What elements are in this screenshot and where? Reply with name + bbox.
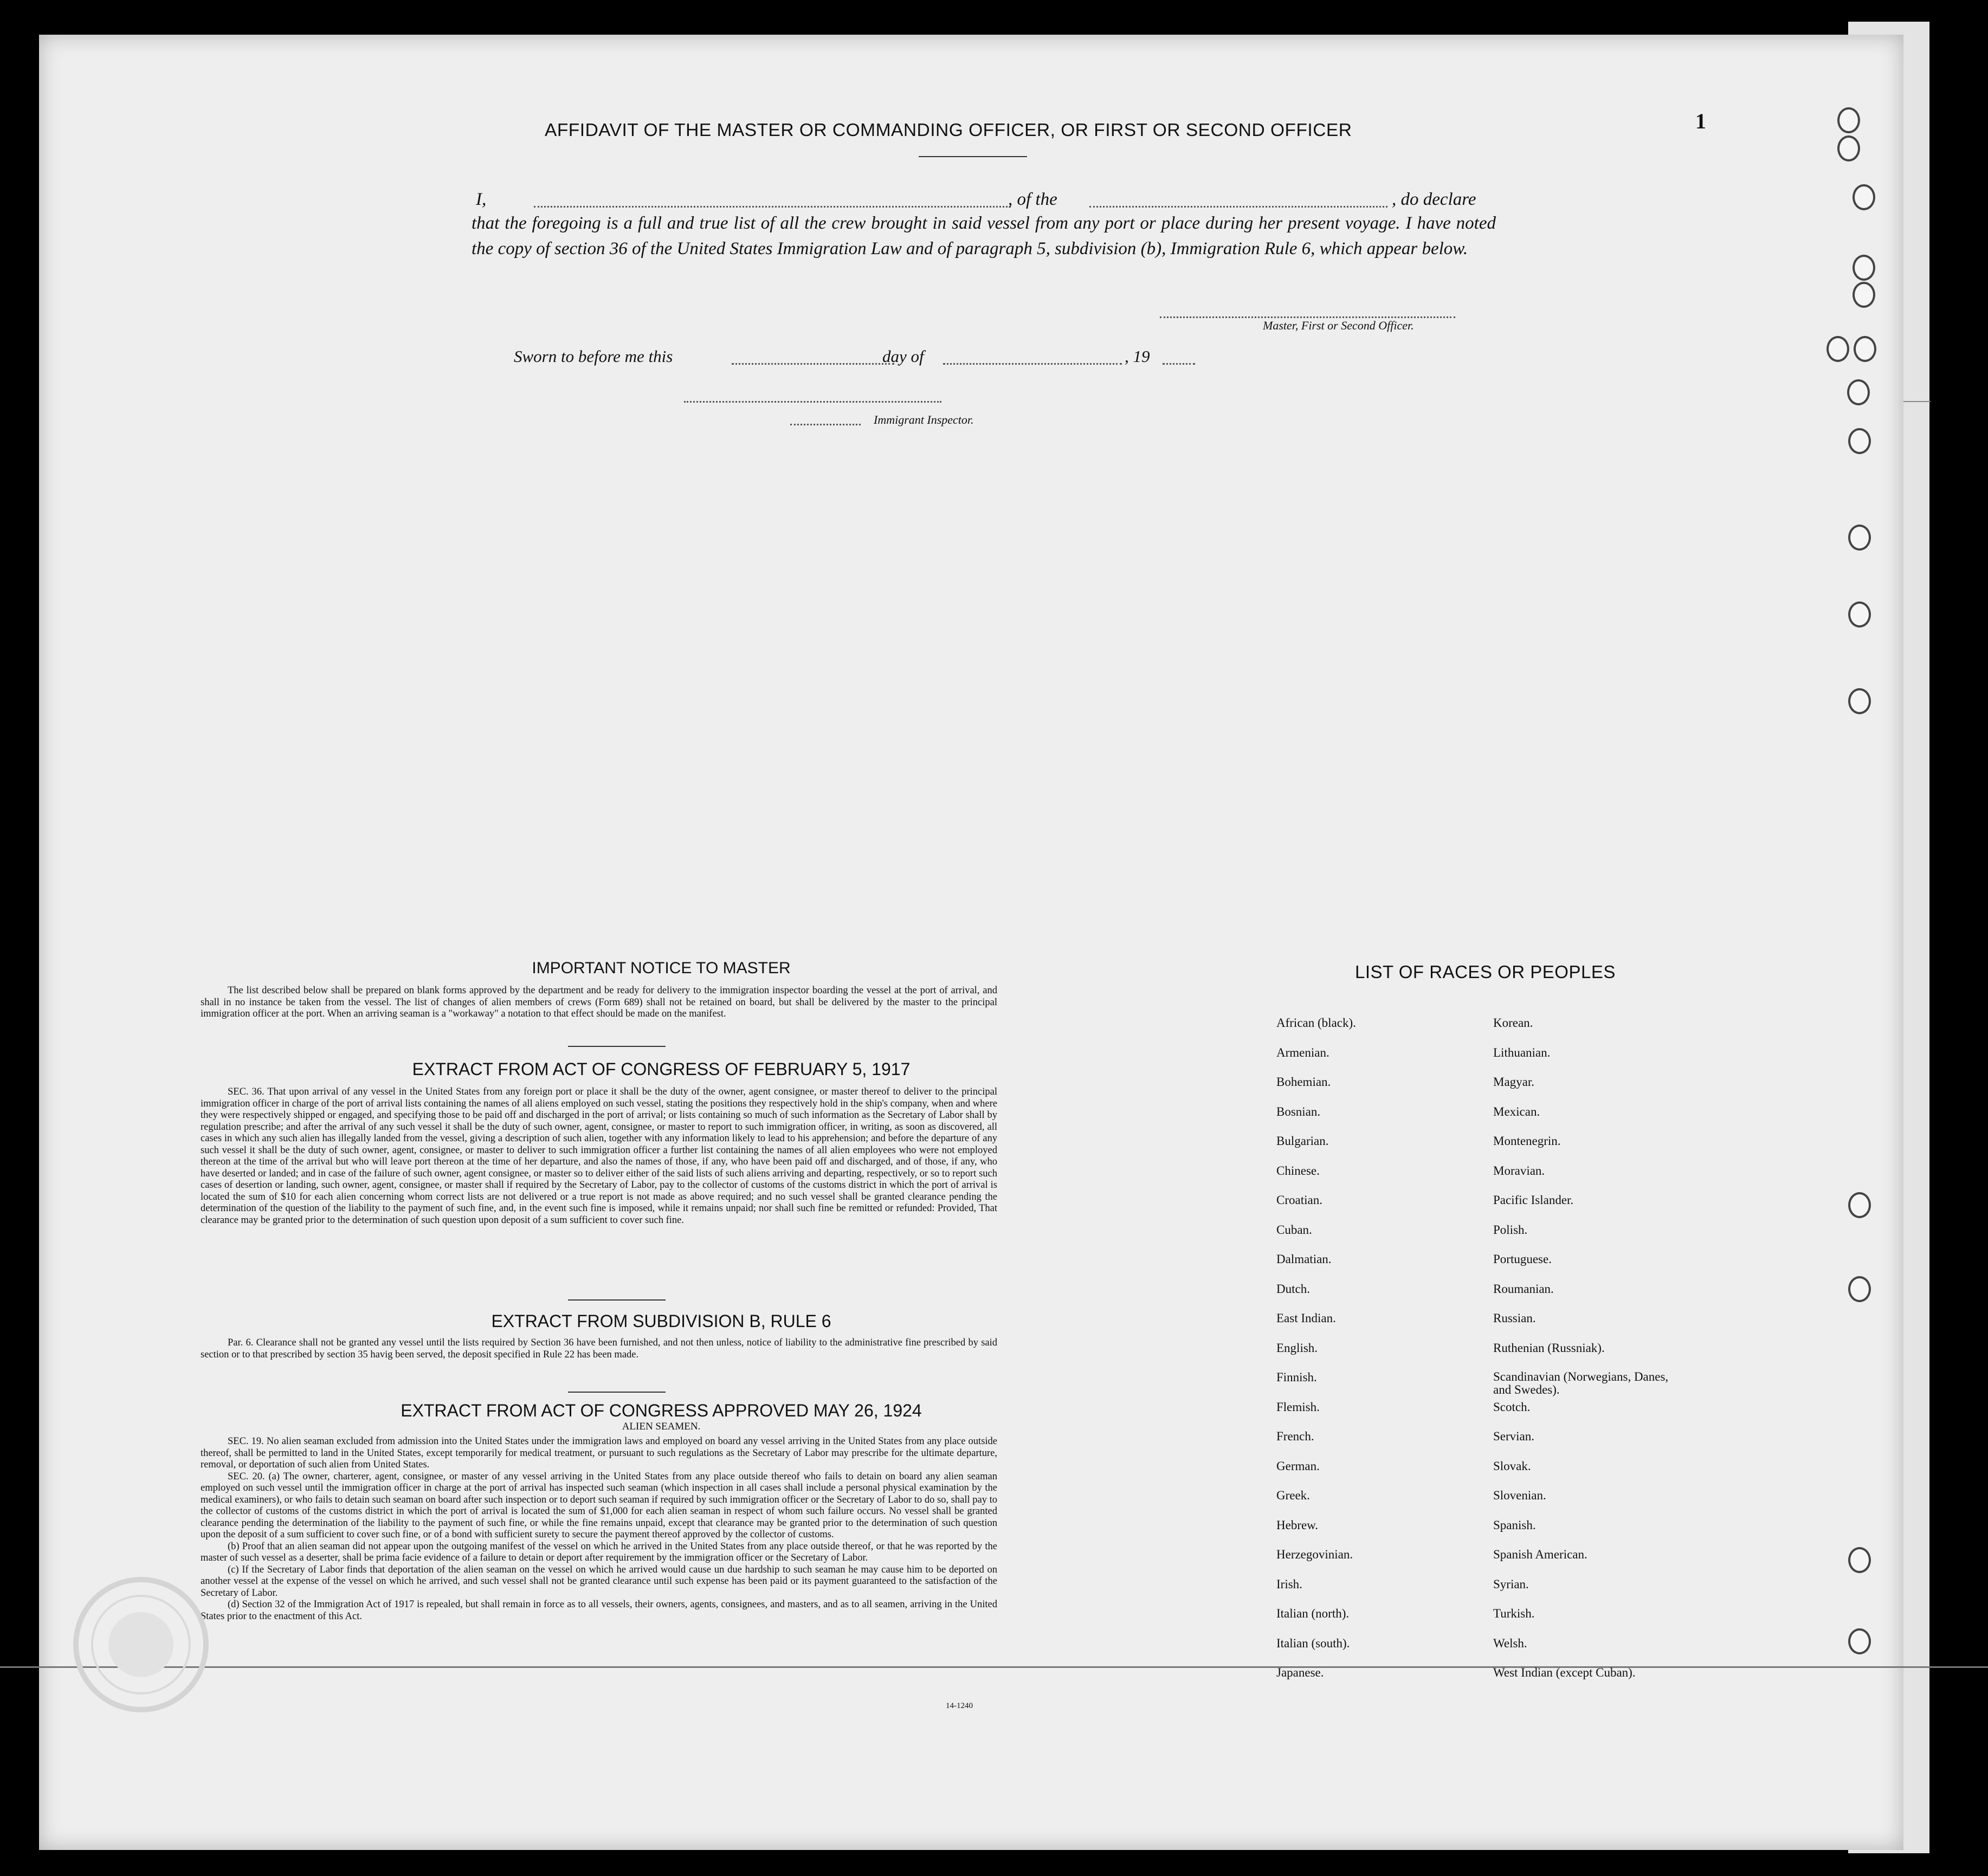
- day-blank: [732, 363, 894, 365]
- sec20d-paragraph: (d) Section 32 of the Immigration Act of 1917 is repealed, but shall remain in force as to all vessels, their owners, agents, consignees, and masters, and as to all seamen, arriving in the United States prior to the enactment of this Act.: [201, 1599, 997, 1622]
- notice-paragraph: The list described below shall be prepared on blank forms approved by the department and be ready for delivery to the immigration inspector boarding the vessel at the port of arrival, and shall in no instance be taken from the vessel. The list of changes of alien members of crews (Form 689) shall not be retained on board, but shall be delivered by the master to the principal immigration officer at the port. When an arriving seaman is a "workaway" a notation to that effect should be made on the manifest.: [201, 985, 997, 1019]
- punch-hole: [1848, 1628, 1871, 1654]
- punch-hole: [1848, 428, 1871, 454]
- race-item: Roumanian.: [1493, 1282, 1554, 1296]
- race-item: Montenegrin.: [1493, 1134, 1561, 1148]
- extract-1924-subtitle: ALIEN SEAMEN.: [622, 1421, 701, 1432]
- punch-hole: [1837, 135, 1860, 161]
- race-item: Scotch.: [1493, 1400, 1531, 1414]
- section-rule: [568, 1392, 666, 1393]
- race-item: Syrian.: [1493, 1577, 1529, 1591]
- races-right-column: [1493, 1016, 1721, 1696]
- extract-1924-title: EXTRACT FROM ACT OF CONGRESS APPROVED MAY 26, 1924: [401, 1401, 922, 1420]
- race-item: Italian (north).: [1276, 1607, 1350, 1620]
- race-item: Flemish.: [1276, 1400, 1320, 1414]
- race-item: Italian (south).: [1276, 1636, 1350, 1650]
- affidavit-title: AFFIDAVIT OF THE MASTER OR COMMANDING OFFICER, OR FIRST OR SECOND OFFICER: [545, 120, 1352, 140]
- race-item: Welsh.: [1493, 1636, 1527, 1650]
- race-item: Slovenian.: [1493, 1489, 1546, 1502]
- notice-title: IMPORTANT NOTICE TO MASTER: [532, 959, 791, 977]
- race-item: Mexican.: [1493, 1104, 1540, 1118]
- affidavit-i: I,: [476, 190, 487, 209]
- race-item: Bulgarian.: [1276, 1134, 1329, 1148]
- punch-hole: [1848, 1192, 1871, 1218]
- race-item: Chinese.: [1276, 1163, 1320, 1178]
- name-blank: [534, 206, 1011, 208]
- race-item: Portuguese.: [1493, 1252, 1552, 1266]
- race-item: Scandinavian (Norwegians, Danes, and Swedes).: [1493, 1370, 1669, 1396]
- races-title: LIST OF RACES OR PEOPLES: [1355, 962, 1616, 982]
- race-item: Moravian.: [1493, 1163, 1545, 1178]
- affidavit-declare: , do declare: [1392, 190, 1476, 209]
- bleed-line: [1903, 401, 1931, 402]
- race-item: Spanish American.: [1493, 1548, 1587, 1561]
- race-item: Croatian.: [1276, 1193, 1322, 1207]
- inspector-dots: [790, 424, 861, 425]
- race-item: Hebrew.: [1276, 1518, 1319, 1532]
- race-item: Ruthenian (Russniak).: [1493, 1341, 1605, 1355]
- race-item: German.: [1276, 1459, 1320, 1473]
- month-blank: [943, 363, 1122, 365]
- punch-hole: [1848, 688, 1871, 714]
- race-item: Finnish.: [1276, 1370, 1317, 1384]
- year-text: , 19: [1125, 347, 1150, 366]
- race-item: French.: [1276, 1429, 1314, 1443]
- sec20b-paragraph: (b) Proof that an alien seaman did not appear upon the outgoing manifest of the vessel on which he arrived in the United States from any place outside thereof, or that he was reported by the master of such vessel as a deserter, shall be prima facie evidence of a failure to detain or deport after requirement by the immigration officer or the Secretary of Labor.: [201, 1541, 997, 1563]
- race-item: Pacific Islander.: [1493, 1193, 1574, 1207]
- punch-hole: [1853, 255, 1875, 281]
- race-item: Korean.: [1493, 1016, 1533, 1030]
- sec20c-paragraph: (c) If the Secretary of Labor finds that deportation of the alien seaman on the vessel on which he arrived would cause un due hardship to such seaman he may cause him to be deported on another vessel at the expense of the vessel on which he arrived, and such vessel shall not be granted clearance until such expense has been paid or its payment guaranteed to the satisfaction of the Secretary of Labor.: [201, 1564, 997, 1599]
- title-rule: [919, 156, 1027, 157]
- page-number: 1: [1695, 109, 1706, 133]
- affidavit-of-the: , of the: [1008, 190, 1057, 209]
- race-item: Slovak.: [1493, 1459, 1531, 1473]
- year-blank: [1163, 363, 1195, 365]
- notice-text: [201, 985, 997, 1020]
- sworn-text: Sworn to before me this: [514, 347, 673, 366]
- punch-hole: [1848, 1276, 1871, 1302]
- race-item: Magyar.: [1493, 1075, 1535, 1089]
- section-rule: [568, 1046, 666, 1047]
- day-of-text: day of: [882, 347, 924, 366]
- sec19-paragraph: SEC. 19. No alien seaman excluded from admission into the United States under the immigration laws and employed on board any vessel arriving in the United States from any place outside thereof, shall be permitted to land in the United States, except temporarily for medical treatment, or pursuant to such regulations as the Secretary of Labor may prescribe for the ultimate departure, removal, or deportation of such alien from United States.: [201, 1436, 997, 1470]
- punch-hole: [1826, 336, 1849, 362]
- punch-hole: [1848, 601, 1871, 628]
- race-item: Bohemian.: [1276, 1075, 1331, 1089]
- punch-hole: [1853, 184, 1875, 210]
- race-item: Japanese.: [1276, 1666, 1324, 1679]
- race-item: Armenian.: [1276, 1045, 1329, 1059]
- section-rule: [568, 1299, 666, 1301]
- race-item: West Indian (except Cuban).: [1493, 1666, 1636, 1679]
- race-item: English.: [1276, 1341, 1318, 1355]
- extract-1924-text: [201, 1436, 997, 1622]
- affidavit-body: that the foregoing is a full and true list of all the crew brought in said vessel from any port or place during her present voyage. I have noted the copy of section 36 of the United States Immigration Law and of paragraph 5, subdivision (b), Immigration Rule 6, which appear below.: [472, 214, 1496, 258]
- race-item: Dalmatian.: [1276, 1252, 1332, 1266]
- punch-hole: [1854, 336, 1876, 362]
- form-number: 14-1240: [946, 1702, 973, 1710]
- race-item: Spanish.: [1493, 1518, 1536, 1532]
- punch-hole: [1837, 107, 1860, 133]
- extract-1917-text: [201, 1086, 997, 1226]
- punch-hole: [1853, 282, 1875, 308]
- races-left-column: [1276, 1016, 1488, 1696]
- race-item: Bosnian.: [1276, 1104, 1321, 1118]
- punch-hole: [1848, 525, 1871, 551]
- race-item: Servian.: [1493, 1429, 1535, 1443]
- sec20a-paragraph: SEC. 20. (a) The owner, charterer, agent, consignee, or master of any vessel arriving in the United States from any place outside thereof who fails to detain on board any alien seaman employed on such vessel until the immigration officer in charge at the port of arrival has inspected such seaman (which inspection in all cases shall include a personal physical examination by the medical examiners), or who fails to detain such seaman on board after such inspection or to deport such seaman if required by such immigration officer or the Secretary of Labor to do so, shall pay to the collector of customs of the customs district in which the port of arrival is located the sum of $1,000 for each alien seaman in respect of whom such failure occurs. No vessel shall be granted clearance pending the determination of the liability to the payment of such fine, or while the fine remains unpaid, except that clearance may be granted prior to the determination of such question upon the deposit of a sum sufficient to cover such fine, or of a bond with sufficient surety to secure the payment thereof approved by the collector of customs.: [201, 1471, 997, 1540]
- extract-rule6-paragraph: Par. 6. Clearance shall not be granted any vessel until the lists required by Section 36 have been furnished, and not then unless, notice of liability to the administrative fine prescribed by said section or to that prescribed by section 35 havig been served, the deposit specified in Rule 22 has been made.: [201, 1337, 997, 1360]
- master-signature-line: [1160, 316, 1455, 318]
- race-item: Russian.: [1493, 1311, 1536, 1325]
- official-seal: [70, 1574, 211, 1715]
- extract-1917-title: EXTRACT FROM ACT OF CONGRESS OF FEBRUARY 5, 1917: [412, 1059, 911, 1079]
- punch-hole: [1847, 379, 1870, 405]
- inspector-label: Immigrant Inspector.: [874, 413, 974, 426]
- race-item: Polish.: [1493, 1222, 1528, 1237]
- master-label: Master, First or Second Officer.: [1263, 319, 1414, 332]
- punch-hole: [1848, 1547, 1871, 1573]
- race-item: Lithuanian.: [1493, 1045, 1551, 1059]
- race-item: Dutch.: [1276, 1282, 1310, 1296]
- race-item: African (black).: [1276, 1016, 1356, 1030]
- race-item: Herzegovinian.: [1276, 1548, 1353, 1561]
- race-item: Greek.: [1276, 1489, 1310, 1502]
- extract-rule6-title: EXTRACT FROM SUBDIVISION B, RULE 6: [491, 1311, 831, 1331]
- vessel-blank: [1089, 206, 1387, 208]
- extract-1917-paragraph: SEC. 36. That upon arrival of any vessel in the United States from any foreign port or place it shall be the duty of the owner, agent consignee, or master thereof to deliver to the principal immigration officer in charge of the port of arrival lists containing the names of all aliens employed on such vessel, stating the positions they respectively hold in the ship's company, when and where they were respectively shipped or engaged, and specifying those to be paid off and discharged in the port of arrival; or lists containing so much of such information as the Secretary of Labor shall by regulation prescribe; and after the arrival of any such vessel it shall be the duty of such owner, agent, consignee, or master to report to such immigration officer, in writing, as soon as discovered, all cases in which any such alien has illegally landed from the vessel, giving a description of such alien, together with any information likely to lead to his apprehension; and before the departure of any such vessel it shall be the duty of such owner, agent, consignee, or master to deliver to such immigration officer a further list containing the names of all alien employees who were not employed thereon at the time of the arrival but who will leave port thereon at the time of her departure, and also the names of those, if any, who have been paid off and discharged, and of those, if any, who have deserted or landed; and in case of the failure of such owner, agent consignee, or master so to deliver either of the said lists of such aliens arriving and departing, respectively, or so to report such cases of desertion or landing, such owner, agent, consignee, or master shall if required by the Secretary of Labor, pay to the collector of customs of the customs district in which the port of arrival is located the sum of $10 for each alien concerning whom correct lists are not delivered or a true report is not made as above required; and no such vessel shall be granted clearance pending the determination of the question of the liability to the payment of such fine, and, in the event such fine is imposed, while it remains unpaid; nor shall such fine be remitted or refunded: Provided, That clearance may be granted prior to the determination of such question upon deposit of a sum sufficient to cover such fine.: [201, 1086, 997, 1226]
- extract-rule6-text: [201, 1337, 997, 1361]
- race-item: Irish.: [1276, 1577, 1302, 1591]
- race-item: East Indian.: [1276, 1311, 1336, 1325]
- inspector-signature-line: [684, 401, 941, 403]
- race-item: Turkish.: [1493, 1607, 1535, 1620]
- race-item: Cuban.: [1276, 1222, 1312, 1237]
